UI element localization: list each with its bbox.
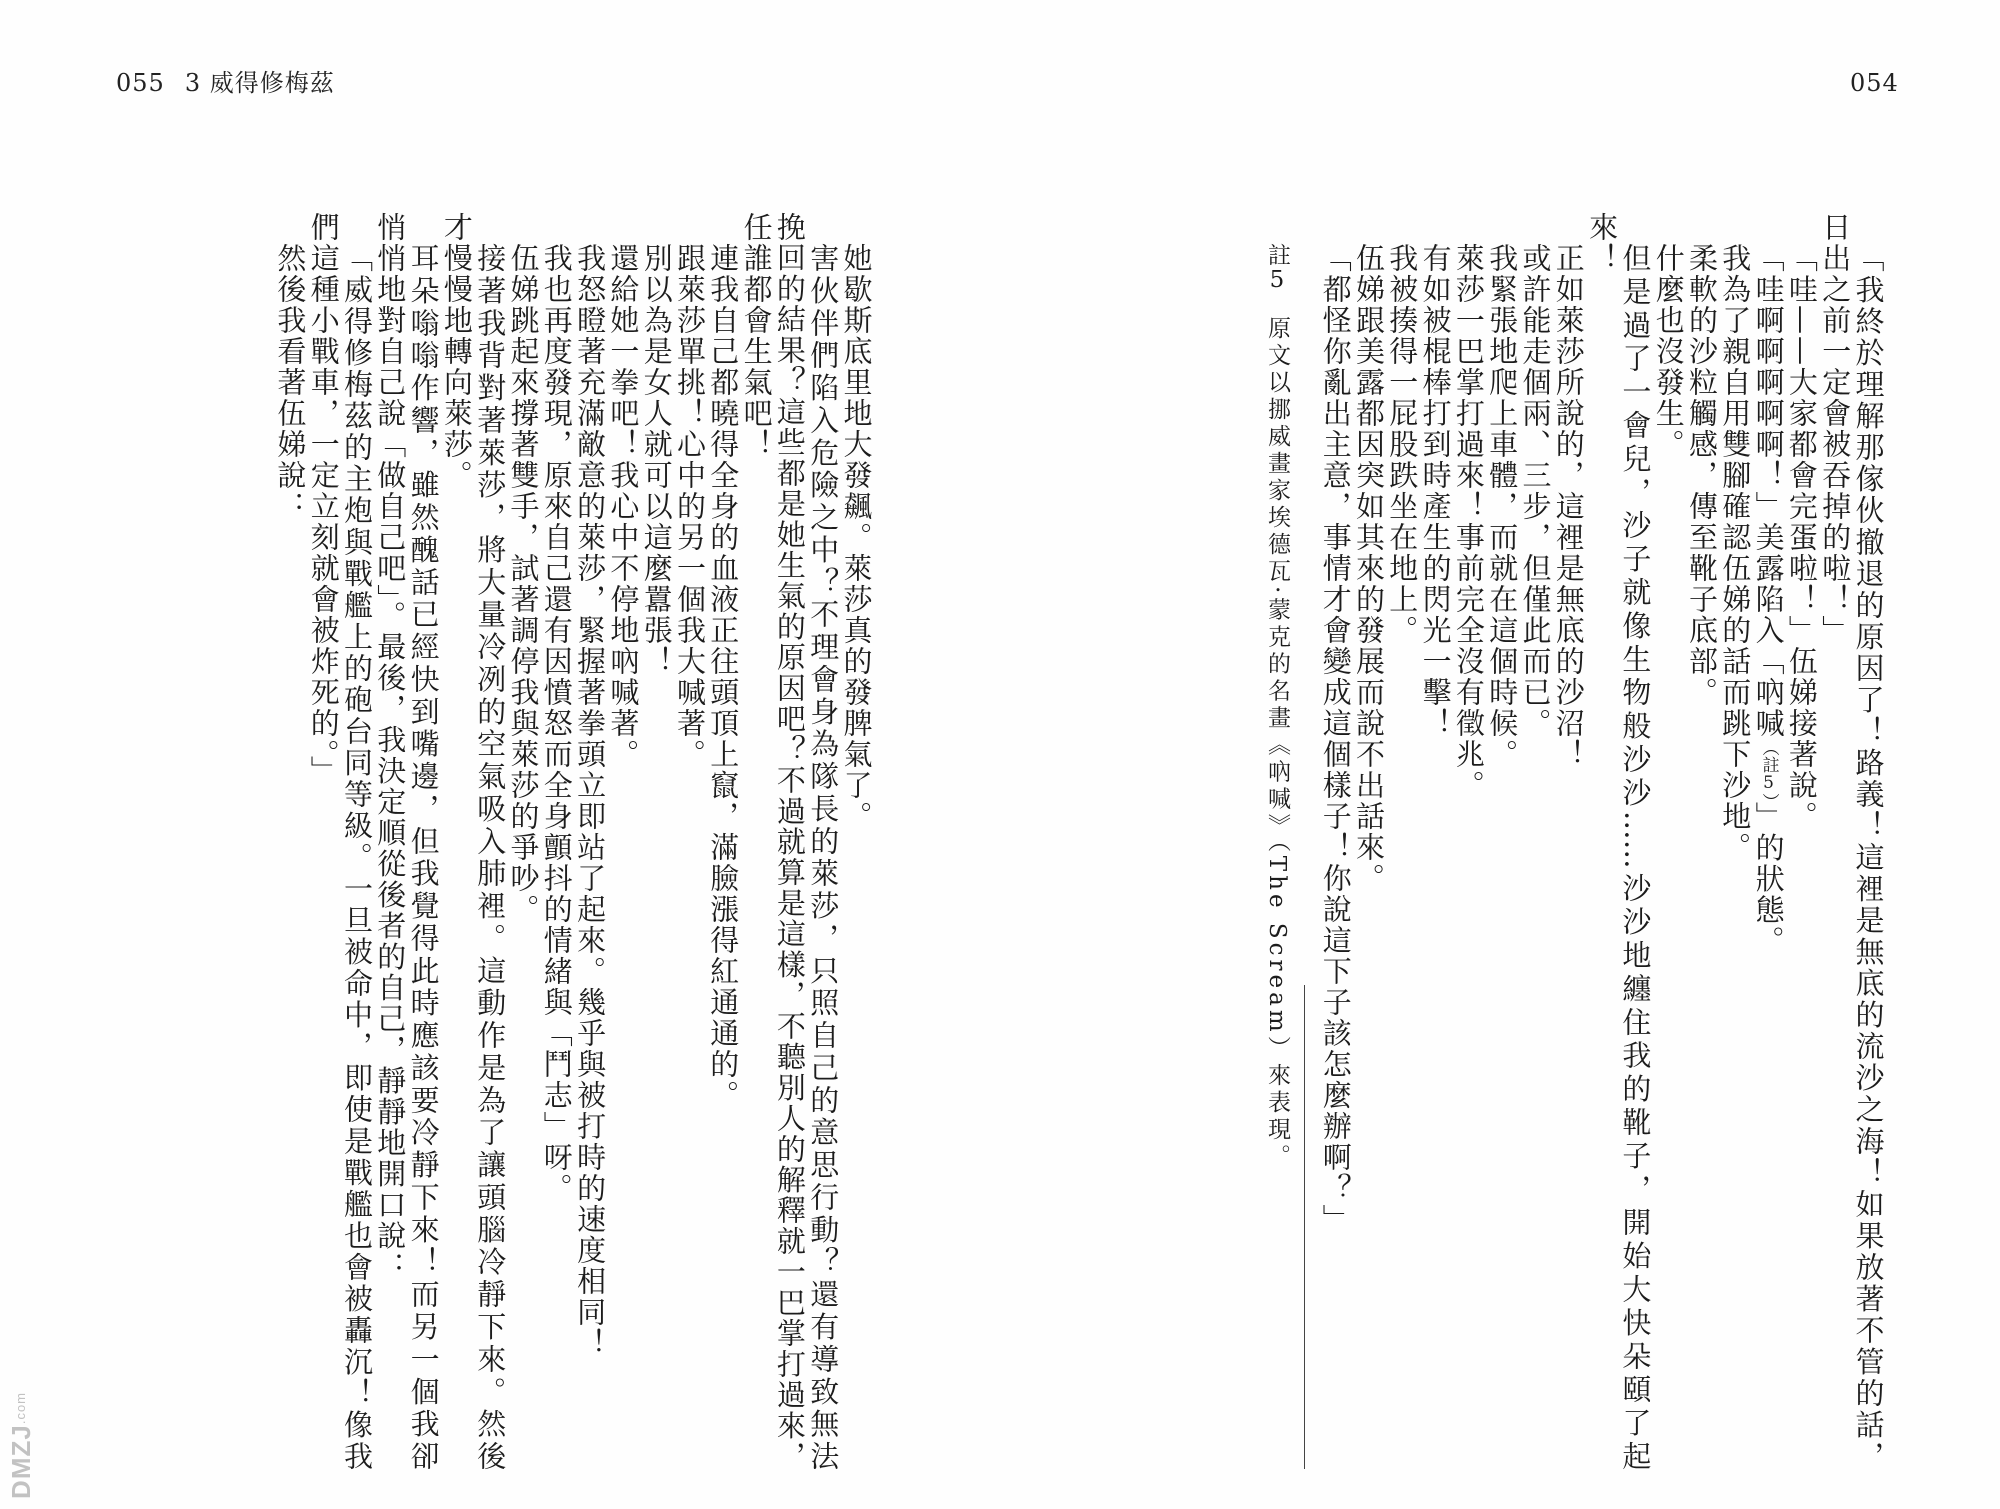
paragraph-continuation-line: 挽回的結果？這些都是她生氣的原因吧？不過就算是這樣，不聽別人的解釋就一巴掌打過來， xyxy=(772,212,807,1470)
paragraph-continuation-line: 來！ xyxy=(1585,212,1620,274)
paragraph-first-line: 她歇斯底里地大發飆。萊莎真的發脾氣了。 xyxy=(839,243,874,832)
paragraph-continuation-line: 才慢慢地轉向萊莎。 xyxy=(439,212,474,491)
paragraph-first-line: 但是過了一會兒，沙子就像生物般沙沙……沙沙地纏住我的靴子，開始大快朵頤了起 xyxy=(1618,243,1653,1470)
footnote-text: 原文以挪威畫家埃德瓦·蒙克的名畫《吶喊》（The Scream）來表現。 xyxy=(1264,316,1290,1171)
paragraph-first-line: 「我終於理解那傢伙撤退的原因了！路義！這裡是無底的流沙之海！如果放著不管的話， xyxy=(1851,243,1886,1470)
paragraph-continuation-line: 悄悄地對自己說「做自己吧」。最後，我決定順從後者的自己，靜靜地開口說： xyxy=(373,212,408,1283)
line-segment: 」的狀態。 xyxy=(1751,801,1786,957)
paragraph-continuation-line: 日出之前一定會被吞掉的啦！」 xyxy=(1818,212,1853,646)
paragraph-first-line: 害伙伴們陷入危險之中？不理會身為隊長的萊莎，只照自己的意思行動？還有導致無法 xyxy=(806,243,841,1470)
footnote-separator-line xyxy=(1304,985,1305,1469)
paragraph-first-line: 跟萊莎單挑！心中的另一個我大喊著。 xyxy=(673,243,707,770)
page-header xyxy=(116,68,335,98)
paragraph-first-line: 還給她一拳吧！我心中不停地吶喊著。 xyxy=(606,243,641,770)
watermark-logo xyxy=(6,1392,36,1499)
paragraph-first-line: 連我自己都曉得全身的血液正往頭頂上竄，滿臉漲得紅通通的。 xyxy=(706,243,741,1111)
paragraph-first-line: 我也再度發現，原來自己還有因憤怒而全身顫抖的情緒與「鬥志」呀。 xyxy=(539,243,574,1204)
paragraph-first-line: 「都怪你亂出主意，事情才會變成這個樣子！你說這下子該怎麼辦啊？」 xyxy=(1318,243,1353,1235)
footnote-label: 註5 xyxy=(1264,243,1290,294)
paragraph-first-line: 「威得修梅茲的主炮與戰艦上的砲台同等級。一旦被命中，即使是戰艦也會被轟沉！像我 xyxy=(340,243,374,1470)
paragraph-first-line: 伍娣跟美露都因突如其來的發展而說不出話來。 xyxy=(1352,243,1386,894)
paragraph-continuation-line: 們這種小戰車，一定立刻就會被炸死的。」 xyxy=(306,212,341,787)
paragraph-first-line: 我緊張地爬上車體，而就在這個時候。 xyxy=(1485,243,1520,770)
paragraph-continuation-line: 任誰都會生氣吧！ xyxy=(739,212,774,460)
paragraph-first-line: 然後我看著伍娣說： xyxy=(273,243,308,522)
paragraph-first-line: 我為了親自用雙腳確認伍娣的話而跳下沙地。 xyxy=(1718,243,1753,863)
paragraph-first-line: 萊莎一巴掌打過來！事前完全沒有徵兆。 xyxy=(1451,243,1486,801)
line-segment: 「哇啊啊啊啊啊！」美露陷入「吶喊 xyxy=(1751,243,1786,739)
page-header xyxy=(1850,68,1899,98)
page-number: 054 xyxy=(1850,69,1899,97)
paragraph-first-line: 我怒瞪著充滿敵意的萊莎，緊握著拳頭立即站了起來。幾乎與被打時的速度相同！ xyxy=(573,243,608,1359)
paragraph-first-line: 什麼也沒發生。 xyxy=(1651,243,1686,460)
page-number: 055 xyxy=(116,69,165,97)
paragraph-first-line: 或許能走個兩、三步，但僅此而已。 xyxy=(1518,243,1553,739)
paragraph-first-line xyxy=(1752,212,1785,957)
paragraph-first-line: 伍娣跳起來撐著雙手，試著調停我與萊莎的爭吵。 xyxy=(506,243,541,925)
right-page xyxy=(1000,0,2000,1509)
footnote-reference: （註5） xyxy=(1758,739,1779,802)
footnote xyxy=(1262,243,1292,1171)
paragraph-first-line: 別以為是女人就可以這麼囂張！ xyxy=(639,243,674,677)
paragraph-first-line: 柔軟的沙粒觸感，傳至靴子底部。 xyxy=(1685,243,1719,708)
paragraph-first-line: 耳朵嗡嗡作響，雖然醜話已經快到嘴邊，但我覺得此時應該要冷靜下來！而另一個我卻 xyxy=(406,243,441,1470)
paragraph-first-line: 正如萊莎所說的，這裡是無底的沙沼！ xyxy=(1551,243,1586,770)
paragraph-first-line: 我被揍得一屁股跌坐在地上。 xyxy=(1385,243,1420,646)
watermark-suffix: .com xyxy=(13,1392,28,1425)
watermark-brand: DMZJ xyxy=(6,1424,36,1499)
paragraph-first-line: 有如被棍棒打到時產生的閃光一擊！ xyxy=(1418,243,1453,739)
chapter-title: 3 威得修梅茲 xyxy=(184,69,335,97)
paragraph-first-line: 接著我背對著萊莎，將大量冷冽的空氣吸入肺裡。這動作是為了讓頭腦冷靜下來。然後 xyxy=(473,243,508,1470)
paragraph-first-line: 「哇——大家都會完蛋啦！」伍娣接著說。 xyxy=(1784,243,1819,832)
